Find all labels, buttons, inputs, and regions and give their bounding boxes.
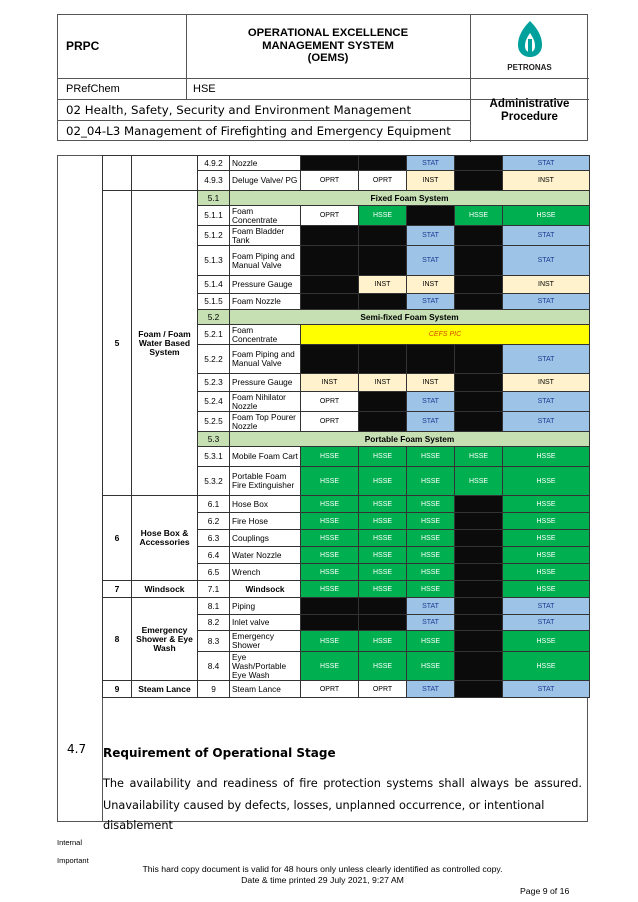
responsibility-cell: HSSE [359, 467, 407, 496]
responsibility-cell [407, 345, 455, 374]
group-label-cell [132, 156, 198, 191]
responsibility-cell [301, 294, 359, 310]
responsibility-cell: HSSE [301, 513, 359, 530]
item-number: 5.2.3 [198, 374, 230, 392]
responsibility-cell: HSSE [407, 547, 455, 564]
table-row [103, 156, 590, 171]
responsibility-cell: HSSE [359, 447, 407, 467]
responsibility-cell [407, 206, 455, 226]
item-number: 8.4 [198, 652, 230, 681]
responsibility-cell: STAT [407, 392, 455, 412]
item-number: 6.4 [198, 547, 230, 564]
item-name: Wrench [230, 564, 301, 581]
system-title [186, 27, 470, 65]
item-name: Piping [230, 598, 301, 615]
item-number: 7.1 [198, 581, 230, 598]
responsibility-cell: HSSE [503, 496, 590, 513]
responsibility-cell: STAT [503, 294, 590, 310]
item-number: 5.2.5 [198, 412, 230, 432]
group-number: 6 [103, 496, 132, 581]
responsibility-cell: STAT [407, 246, 455, 276]
responsibility-cell: HSSE [359, 496, 407, 513]
responsibility-cell: HSSE [359, 547, 407, 564]
responsibility-cell [455, 171, 503, 191]
responsibility-cell: HSSE [407, 530, 455, 547]
item-number: 8.2 [198, 615, 230, 631]
item-number: 6.5 [198, 564, 230, 581]
responsibility-cell [455, 631, 503, 652]
responsibility-cell: INST [503, 374, 590, 392]
validity-notice: This hard copy document is valid for 48 hours only unless clearly identified as controlled copy. [142, 864, 503, 874]
item-number: 9 [198, 681, 230, 698]
responsibility-cell: OPRT [359, 171, 407, 191]
responsibility-cell: STAT [503, 226, 590, 246]
group-number-cell [103, 156, 132, 191]
petronas-emblem-icon [510, 19, 550, 59]
item-name: Nozzle [230, 156, 301, 171]
responsibility-cell: HSSE [503, 564, 590, 581]
org-name: PRPC [66, 39, 100, 53]
responsibility-cell: STAT [503, 156, 590, 171]
classification-label-1: Internal [57, 838, 83, 847]
item-name: Hose Box [230, 496, 301, 513]
item-number: 5.2.2 [198, 345, 230, 374]
item-number: 8.3 [198, 631, 230, 652]
responsibility-cell: HSSE [359, 206, 407, 226]
responsibility-cell [455, 345, 503, 374]
logo-wordmark: PETRONAS [507, 63, 552, 72]
responsibility-cell [455, 276, 503, 294]
group-number: 5 [103, 191, 132, 496]
responsibility-cell: INST [407, 171, 455, 191]
responsibility-cell: HSSE [503, 530, 590, 547]
responsibility-cell: STAT [407, 598, 455, 615]
responsibility-cell: HSSE [503, 206, 590, 226]
print-timestamp: Date & time printed 29 July 2021, 9:27 AM [241, 875, 404, 885]
item-name: Deluge Valve/ PG [230, 171, 301, 191]
responsibility-cell [301, 276, 359, 294]
page-number: Page 9 of 16 [520, 886, 570, 896]
responsibility-cell: HSSE [301, 581, 359, 598]
item-name: Foam Nozzle [230, 294, 301, 310]
item-name: Emergency Shower [230, 631, 301, 652]
responsibility-cell [359, 615, 407, 631]
responsibility-cell: OPRT [301, 392, 359, 412]
responsibility-cell: STAT [503, 246, 590, 276]
responsibility-cell: HSSE [359, 652, 407, 681]
item-number: 5.1.1 [198, 206, 230, 226]
responsibility-cell: HSSE [359, 530, 407, 547]
responsibility-cell: HSSE [359, 631, 407, 652]
responsibility-cell [301, 226, 359, 246]
responsibility-cell: INST [301, 374, 359, 392]
responsibility-matrix-table [102, 155, 590, 698]
classification-label-2: Important [57, 856, 89, 865]
item-name: Pressure Gauge [230, 374, 301, 392]
responsibility-cell: HSSE [407, 581, 455, 598]
responsibility-cell: HSSE [301, 530, 359, 547]
responsibility-cell: HSSE [359, 564, 407, 581]
responsibility-cell: STAT [407, 226, 455, 246]
responsibility-cell: HSSE [301, 652, 359, 681]
responsibility-cell: OPRT [301, 681, 359, 698]
responsibility-cell: STAT [407, 412, 455, 432]
item-name: Steam Lance [230, 681, 301, 698]
item-number: 5.1.4 [198, 276, 230, 294]
table-row [103, 496, 590, 513]
responsibility-cell [455, 374, 503, 392]
responsibility-cell: STAT [407, 681, 455, 698]
responsibility-cell: HSSE [407, 652, 455, 681]
responsibility-cell [359, 246, 407, 276]
doc-type-line-2: Procedure [501, 111, 558, 123]
item-number: 8.1 [198, 598, 230, 615]
responsibility-cell [455, 246, 503, 276]
responsibility-cell [455, 392, 503, 412]
responsibility-cell: INST [407, 276, 455, 294]
responsibility-cell [359, 156, 407, 171]
item-name: Foam Concentrate [230, 325, 301, 345]
responsibility-cell [455, 598, 503, 615]
item-name: Foam Bladder Tank [230, 226, 301, 246]
responsibility-cell [455, 412, 503, 432]
responsibility-cell [301, 246, 359, 276]
responsibility-cell: INST [503, 276, 590, 294]
responsibility-cell: HSSE [455, 467, 503, 496]
responsibility-cell: OPRT [301, 206, 359, 226]
item-number: 4.9.2 [198, 156, 230, 171]
responsibility-cell [455, 652, 503, 681]
responsibility-cell: HSSE [503, 652, 590, 681]
item-name: Fire Hose [230, 513, 301, 530]
item-name: Foam Piping and Manual Valve [230, 345, 301, 374]
responsibility-cell [301, 615, 359, 631]
petronas-logo [470, 19, 589, 72]
table-row [103, 598, 590, 615]
item-number: 5.2.4 [198, 392, 230, 412]
title-line-3: (OEMS) [307, 52, 349, 64]
subsection-title: Fixed Foam System [230, 191, 590, 206]
responsibility-cell [455, 564, 503, 581]
responsibility-cell: HSSE [407, 496, 455, 513]
responsibility-cell: INST [407, 374, 455, 392]
responsibility-cell [359, 412, 407, 432]
responsibility-cell [455, 294, 503, 310]
item-name: Mobile Foam Cart [230, 447, 301, 467]
responsibility-cell: HSSE [455, 206, 503, 226]
responsibility-cell: HSSE [301, 447, 359, 467]
responsibility-cell: STAT [503, 345, 590, 374]
item-name: Couplings [230, 530, 301, 547]
responsibility-cell [455, 156, 503, 171]
subsection-title: Semi-fixed Foam System [230, 310, 590, 325]
group-label: Foam / Foam Water Based System [132, 191, 198, 496]
responsibility-cell: STAT [503, 615, 590, 631]
table-row [103, 191, 590, 206]
item-number: 5.3 [198, 432, 230, 447]
title-line-1: OPERATIONAL EXCELLENCE [247, 27, 409, 39]
responsibility-cell: STAT [407, 156, 455, 171]
item-number: 5.1.2 [198, 226, 230, 246]
item-number: 6.3 [198, 530, 230, 547]
section-paragraph-line-2: Unavailability caused by defects, losses, unplanned occurrence, or intentional disablement [103, 799, 545, 832]
subsection-title: Portable Foam System [230, 432, 590, 447]
responsibility-cell: OPRT [301, 412, 359, 432]
responsibility-cell [455, 581, 503, 598]
responsibility-cell [455, 513, 503, 530]
item-number: 5.1.3 [198, 246, 230, 276]
item-name: Portable Foam Fire Extinguisher [230, 467, 301, 496]
section-number: 4.7 [67, 742, 87, 756]
responsibility-cell [359, 392, 407, 412]
responsibility-cell: STAT [503, 598, 590, 615]
responsibility-cell [359, 294, 407, 310]
responsibility-cell [301, 156, 359, 171]
group-label: Steam Lance [132, 681, 198, 698]
group-number: 8 [103, 598, 132, 681]
group-number: 7 [103, 581, 132, 598]
responsibility-cell: HSSE [407, 467, 455, 496]
responsibility-cell: OPRT [359, 681, 407, 698]
responsibility-cell [301, 598, 359, 615]
responsibility-cell: HSSE [503, 513, 590, 530]
responsibility-cell: HSSE [407, 631, 455, 652]
responsibility-cell [455, 681, 503, 698]
item-number: 6.1 [198, 496, 230, 513]
item-name: Eye Wash/Portable Eye Wash [230, 652, 301, 681]
department-name: HSE [193, 83, 216, 95]
responsibility-cell: HSSE [301, 631, 359, 652]
responsibility-cell: INST [359, 374, 407, 392]
responsibility-cell: HSSE [301, 467, 359, 496]
responsibility-cell: INST [503, 171, 590, 191]
document-title: 02_04-L3 Management of Firefighting and Emergency Equipment [66, 124, 451, 138]
item-name: Foam Nihilator Nozzle [230, 392, 301, 412]
table-row [103, 581, 590, 598]
document-header [57, 14, 588, 141]
responsibility-cell [455, 226, 503, 246]
responsibility-cell [455, 547, 503, 564]
responsibility-cell: INST [359, 276, 407, 294]
item-name: Inlet valve [230, 615, 301, 631]
item-number: 6.2 [198, 513, 230, 530]
entity-name: PRefChem [66, 83, 120, 95]
item-name: Windsock [230, 581, 301, 598]
responsibility-cell: STAT [407, 615, 455, 631]
title-line-2: MANAGEMENT SYSTEM [262, 39, 394, 52]
responsibility-cell: HSSE [301, 496, 359, 513]
responsibility-cell: OPRT [301, 171, 359, 191]
group-label: Emergency Shower & Eye Wash [132, 598, 198, 681]
responsibility-cell: HSSE [455, 447, 503, 467]
item-name: Foam Top Pourer Nozzle [230, 412, 301, 432]
group-label: Hose Box & Accessories [132, 496, 198, 581]
section-paragraph-line-1: The availability and readiness of fire protection systems shall always be assured. [103, 777, 582, 790]
group-number: 9 [103, 681, 132, 698]
doc-type-line-1: Administrative [489, 98, 570, 110]
responsibility-cell: HSSE [359, 513, 407, 530]
group-label: Windsock [132, 581, 198, 598]
responsibility-cell: STAT [503, 392, 590, 412]
item-number: 5.2 [198, 310, 230, 325]
responsibility-cell: STAT [407, 294, 455, 310]
responsibility-cell [455, 530, 503, 547]
item-number: 4.9.3 [198, 171, 230, 191]
table-row [103, 681, 590, 698]
responsibility-cell [359, 598, 407, 615]
responsibility-cell [359, 345, 407, 374]
responsibility-cell: STAT [503, 412, 590, 432]
responsibility-cell: HSSE [503, 467, 590, 496]
item-number: 5.3.2 [198, 467, 230, 496]
responsibility-cell [359, 226, 407, 246]
item-number: 5.2.1 [198, 325, 230, 345]
responsibility-cell [455, 496, 503, 513]
responsibility-cell: HSSE [503, 547, 590, 564]
responsibility-cell [301, 345, 359, 374]
responsibility-cell: HSSE [407, 513, 455, 530]
item-name: Pressure Gauge [230, 276, 301, 294]
item-number: 5.1.5 [198, 294, 230, 310]
document-type [470, 98, 589, 124]
item-number: 5.3.1 [198, 447, 230, 467]
responsibility-cell: HSSE [407, 564, 455, 581]
responsibility-cell: HSSE [359, 581, 407, 598]
responsibility-cell: HSSE [503, 631, 590, 652]
responsibility-cell [455, 615, 503, 631]
responsibility-cell: HSSE [503, 447, 590, 467]
responsibility-cell: HSSE [301, 564, 359, 581]
item-number: 5.1 [198, 191, 230, 206]
item-name: Water Nozzle [230, 547, 301, 564]
responsibility-cell: HSSE [503, 581, 590, 598]
section-heading: Requirement of Operational Stage [103, 746, 336, 760]
responsible-party-cell: CEFS PIC [301, 325, 590, 345]
item-name: Foam Concentrate [230, 206, 301, 226]
item-name: Foam Piping and Manual Valve [230, 246, 301, 276]
responsibility-cell: STAT [503, 681, 590, 698]
section-name: 02 Health, Safety, Security and Environment Management [66, 103, 412, 117]
responsibility-cell: HSSE [407, 447, 455, 467]
responsibility-cell: HSSE [301, 547, 359, 564]
